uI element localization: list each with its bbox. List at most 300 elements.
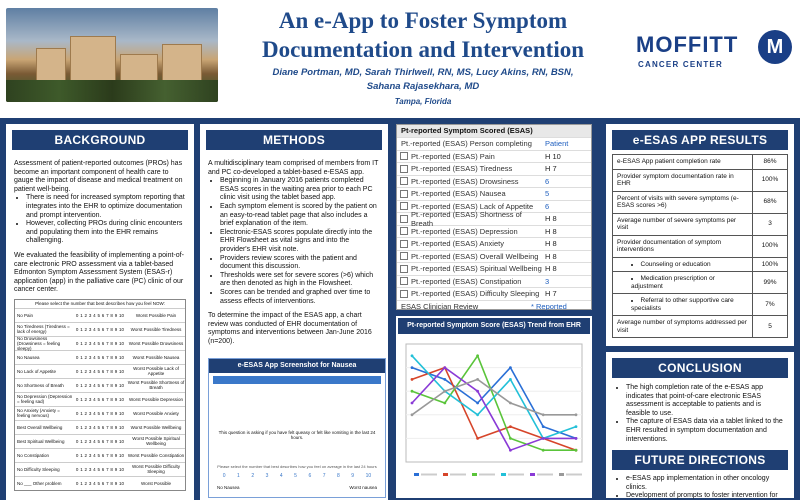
app-scale-button[interactable]: 7 xyxy=(322,473,326,479)
form-row-right: Worst Possible Depression xyxy=(129,396,183,402)
esas-row xyxy=(397,187,591,200)
scale-number: 9 xyxy=(114,480,118,486)
app-scale xyxy=(217,473,377,479)
scale-number: 8 xyxy=(110,466,113,472)
legend-label xyxy=(479,474,495,476)
app-screenshot xyxy=(208,358,386,498)
data-point xyxy=(411,366,414,369)
scale-number: 6 xyxy=(101,368,105,374)
scale-number: 10 xyxy=(119,424,125,430)
data-point xyxy=(411,390,414,393)
data-point xyxy=(542,413,545,416)
trend-chart-svg xyxy=(396,336,588,492)
form-row-left: No Nausea xyxy=(17,354,40,360)
scale-number: 0 xyxy=(75,312,79,318)
scale-number: 5 xyxy=(97,424,100,430)
scale-number: 2 xyxy=(84,480,88,486)
scale-number: 0 xyxy=(75,438,79,444)
data-point xyxy=(509,425,512,428)
scale-number: 0 xyxy=(75,354,79,360)
background-section xyxy=(6,124,194,500)
scale-number: 3 xyxy=(88,424,92,430)
scale-number: 5 xyxy=(97,396,100,402)
form-row xyxy=(15,420,185,434)
scale-number: 3 xyxy=(88,452,92,458)
scale-number: 8 xyxy=(110,480,113,486)
scale-number: 3 xyxy=(88,354,92,360)
scale-number: 2 xyxy=(84,382,88,388)
legend-swatch xyxy=(443,473,448,476)
row-checkbox[interactable] xyxy=(400,240,408,248)
background-para2: We evaluated the feasibility of implementing a point-of-care electronic PRO assessment via a tablet-based Edmonton Symptom Assessment System (ESAS-r) application (app) in the palliative care (PC) clinic of our cancer center. xyxy=(14,251,184,294)
scale-number: 7 xyxy=(106,326,109,332)
scale-number: 2 xyxy=(84,410,88,416)
form-row-right: Worst Possible Difficulty Sleeping xyxy=(131,464,181,475)
scale-number: 7 xyxy=(106,466,109,472)
bullet-item: • There is need for increased symptom reporting that integrates into the EHR to optimize documentation and prompt intervention. xyxy=(26,194,186,220)
form-row-right: Worst Possible xyxy=(141,480,171,486)
bullet-item: • Electronic-ESAS scores populate directly into the EHR Flowsheet as vital signs and into the provider's EHR visit note. xyxy=(220,229,380,255)
scale-number: 3 xyxy=(88,326,92,332)
scale-number: 0 xyxy=(75,424,79,430)
plot-area xyxy=(406,344,582,462)
scale-number: 3 xyxy=(88,438,92,444)
form-row-left: No Tiredness (Tiredness = lack of energy) xyxy=(17,324,70,335)
scale-number: 1 xyxy=(80,368,83,374)
esas-row-value: H 8 xyxy=(545,226,557,236)
scale-number: 2 xyxy=(84,354,88,360)
background-bullets xyxy=(6,194,194,246)
bullet-item: • Each symptom element is scored by the patient on an easy-to-read tablet page that also includes a brief explanation of the item. xyxy=(220,203,380,229)
scale-number: 8 xyxy=(110,354,113,360)
form-row-scale xyxy=(73,453,127,458)
results-value: 86% xyxy=(763,158,777,165)
app-prompt: Please select the number that best describes how you feel on average in the last 24 hours xyxy=(217,464,377,469)
scale-number: 9 xyxy=(114,382,118,388)
row-checkbox[interactable] xyxy=(400,265,408,273)
conclusion-heading: CONCLUSION xyxy=(612,358,788,378)
app-scale-button[interactable]: 6 xyxy=(308,473,312,479)
esas-row-label: Pt.-reported (ESAS) Lack of Appetite xyxy=(411,201,534,211)
methods-heading: METHODS xyxy=(206,130,382,150)
form-row-scale xyxy=(73,341,127,346)
legend-swatch xyxy=(559,473,564,476)
moffitt-logo: MOFFITT CANCER CENTER M xyxy=(636,30,786,80)
row-checkbox[interactable] xyxy=(400,215,408,223)
scale-number: 3 xyxy=(88,480,92,486)
scale-number: 5 xyxy=(97,368,100,374)
row-checkbox[interactable] xyxy=(400,227,408,235)
row-checkbox[interactable] xyxy=(400,177,408,185)
scale-number: 5 xyxy=(97,312,100,318)
legend-swatch xyxy=(414,473,419,476)
scale-number: 5 xyxy=(97,382,100,388)
data-point xyxy=(509,437,512,440)
scale-number: 0 xyxy=(75,410,79,416)
form-row-scale xyxy=(73,313,127,318)
scale-number: 10 xyxy=(119,326,125,332)
legend-swatch xyxy=(472,473,477,476)
scale-number: 6 xyxy=(101,452,105,458)
app-scale-button[interactable]: 10 xyxy=(365,473,372,479)
app-scale-button[interactable]: 3 xyxy=(265,473,269,479)
scale-number: 10 xyxy=(119,340,125,346)
form-row-left: No Shortness of Breath xyxy=(17,382,64,388)
results-row xyxy=(612,258,788,273)
conclusion-section xyxy=(606,352,794,498)
esas-row-label: Pt.-reported (ESAS) Overall Wellbeing xyxy=(411,251,539,261)
results-value: 3 xyxy=(768,220,772,228)
bullet-item: • However, collecting PROs during clinic encounters and populating them into the EHR remains challenging. xyxy=(26,220,186,246)
scale-number: 7 xyxy=(106,410,109,416)
scale-number: 0 xyxy=(75,452,79,458)
results-row xyxy=(612,170,788,192)
form-row-scale xyxy=(73,369,127,374)
esas-row-label: Pt.-reported (ESAS) Difficulty Sleeping xyxy=(411,289,540,299)
esas-footer-row: ESAS Clinician Review * Reported xyxy=(397,300,591,313)
authors: Diane Portman, MD, Sarah Thirlwell, RN, MS, Lucy Akins, RN, BSN, Sahana Rajasekhara, MD xyxy=(272,67,574,92)
results-value: 100% xyxy=(761,260,779,268)
scale-number: 2 xyxy=(84,396,88,402)
poster-header xyxy=(0,0,800,118)
row-checkbox[interactable] xyxy=(400,190,408,198)
app-question: This question is asking if you have felt queasy or felt like vomiting in the last 24 hours. xyxy=(218,430,376,440)
data-point xyxy=(509,402,512,405)
scale-number: 7 xyxy=(106,312,109,318)
scale-number: 1 xyxy=(80,480,83,486)
form-row-left: No Pain xyxy=(17,312,34,318)
scale-number: 2 xyxy=(84,340,88,346)
form-row-scale xyxy=(73,481,127,486)
scale-number: 1 xyxy=(80,354,83,360)
scale-number: 10 xyxy=(119,480,125,486)
results-label: Average number of symptoms addressed per visit xyxy=(613,316,753,337)
data-point xyxy=(509,378,512,381)
scale-number: 3 xyxy=(88,382,92,388)
data-point xyxy=(476,378,479,381)
scale-number: 4 xyxy=(93,368,96,374)
results-label: Provider documentation of symptom interventions xyxy=(613,236,753,257)
data-point xyxy=(575,413,578,416)
row-checkbox[interactable] xyxy=(400,290,408,298)
form-row xyxy=(15,308,185,322)
data-point xyxy=(476,354,479,357)
scale-number: 6 xyxy=(101,480,105,486)
results-label: Provider symptom documentation rate in EHR xyxy=(613,170,753,191)
form-row-scale xyxy=(73,355,127,360)
form-row xyxy=(15,392,185,406)
app-scale-button[interactable]: 1 xyxy=(237,473,240,479)
esas-row xyxy=(397,262,591,275)
scale-number: 3 xyxy=(88,396,92,402)
scale-number: 8 xyxy=(110,438,113,444)
scale-number: 2 xyxy=(84,424,88,430)
background-intro: Assessment of patient-reported outcomes (PROs) has become an important component of health care to gauge the impact of disease and medical treatment on patient well-being. xyxy=(14,160,183,193)
scale-number: 0 xyxy=(75,382,79,388)
scale-number: 4 xyxy=(93,340,96,346)
scale-number: 2 xyxy=(84,368,88,374)
scale-number: 7 xyxy=(106,424,109,430)
scale-number: 8 xyxy=(110,452,113,458)
form-row xyxy=(15,336,185,350)
scale-number: 10 xyxy=(119,368,125,374)
scale-number: 0 xyxy=(75,368,79,374)
scale-number: 7 xyxy=(106,480,109,486)
form-row xyxy=(15,448,185,462)
moffitt-m-icon: M xyxy=(758,30,792,64)
form-row-right: Worst Possible Drowsiness xyxy=(128,340,184,346)
row-checkbox[interactable] xyxy=(400,165,408,173)
scale-number: 7 xyxy=(106,396,109,402)
scale-number: 4 xyxy=(93,480,96,486)
esas-row-value: 6 xyxy=(545,201,550,211)
scale-number: 9 xyxy=(114,410,118,416)
poster-title: An e-App to Foster Symptom Documentation and Intervention xyxy=(261,8,584,62)
scale-number: 7 xyxy=(106,438,109,444)
scale-number: 7 xyxy=(106,368,109,374)
results-value: 5 xyxy=(768,322,772,330)
bullet-item: • The high completion rate of the e-ESAS app indicates that point-of-care electronic ESAS assessment is acceptable to patients and is feasible to use. xyxy=(626,384,786,418)
data-point xyxy=(476,402,479,405)
scale-number: 9 xyxy=(114,326,118,332)
app-toolbar xyxy=(213,376,381,384)
scale-number: 3 xyxy=(88,340,92,346)
bullet-item: • The capture of ESAS data via a tablet linked to the EHR resulted in symptom documentation and interventions. xyxy=(626,418,786,444)
scale-number: 6 xyxy=(101,410,105,416)
app-scale-button[interactable]: 2 xyxy=(251,473,255,479)
scale-number: 3 xyxy=(88,410,92,416)
form-row-right: Worst Possible Shortness of Breath xyxy=(127,380,185,391)
esas-row-label: Pt.-reported (ESAS) Shortness of Breath xyxy=(411,209,522,228)
esas-row-label: Pt.-reported (ESAS) Spiritual Wellbeing xyxy=(411,264,542,274)
scale-number: 7 xyxy=(106,340,109,346)
future-heading: FUTURE DIRECTIONS xyxy=(612,450,788,470)
methods-intro: A multidisciplinary team comprised of members from IT and PC co-developed a tablet-based e-ESAS app. xyxy=(208,160,379,176)
data-point xyxy=(476,437,479,440)
methods-bullets xyxy=(200,177,388,306)
scale-number: 2 xyxy=(84,466,88,472)
form-row xyxy=(15,434,185,448)
form-row-scale xyxy=(73,327,127,332)
scale-number: 6 xyxy=(101,326,105,332)
esas-row xyxy=(397,175,591,188)
app-scale-button[interactable]: 8 xyxy=(337,473,340,479)
form-row xyxy=(15,364,185,378)
esas-row-label: Pt.-reported (ESAS) Nausea xyxy=(411,189,506,199)
form-row-right: Worst Possible Lack of Appetite xyxy=(133,366,179,377)
results-row xyxy=(612,236,788,258)
legend-label xyxy=(450,474,466,476)
scale-number: 6 xyxy=(101,424,105,430)
data-point xyxy=(411,378,414,381)
scale-number: 1 xyxy=(80,424,83,430)
form-row-right: Worst Possible Nausea xyxy=(132,354,180,360)
app-scale-button[interactable]: 5 xyxy=(294,473,297,479)
data-point xyxy=(542,449,545,452)
scale-number: 6 xyxy=(101,396,105,402)
scale-number: 5 xyxy=(97,354,100,360)
form-row-left: No Anxiety (Anxiety = feeling nervous) xyxy=(17,408,60,419)
scale-number: 8 xyxy=(110,326,113,332)
scale-number: 10 xyxy=(119,438,125,444)
app-left-label: No Nausea xyxy=(217,485,240,490)
scale-number: 10 xyxy=(119,466,125,472)
scale-number: 4 xyxy=(93,466,96,472)
results-row xyxy=(612,154,788,170)
app-right-label: Worst nausea xyxy=(349,485,377,490)
form-row-left: No Depression (Depression = feeling sad) xyxy=(17,394,73,405)
esas-row xyxy=(397,162,591,175)
results-label: e-ESAS App patient completion rate xyxy=(613,155,753,169)
form-row-left: Best Spiritual Wellbeing xyxy=(17,438,65,444)
scale-number: 4 xyxy=(93,410,96,416)
scale-number: 3 xyxy=(88,368,92,374)
data-point xyxy=(411,402,414,405)
bullet-item: • Providers review scores with the patient and document this discussion. xyxy=(220,255,380,272)
esas-row-value: H 8 xyxy=(545,264,557,274)
esas-row xyxy=(397,225,591,238)
row-checkbox[interactable] xyxy=(400,252,408,260)
scale-number: 9 xyxy=(114,312,118,318)
scale-number: 7 xyxy=(106,354,109,360)
scale-number: 5 xyxy=(97,452,100,458)
esas-row-label: Pt.-reported (ESAS) Pain xyxy=(411,151,495,161)
results-value: 100% xyxy=(761,242,779,250)
scale-number: 2 xyxy=(84,326,88,332)
app-scale-button[interactable]: 4 xyxy=(279,473,283,479)
scale-number: 10 xyxy=(119,354,125,360)
scale-number: 5 xyxy=(97,466,100,472)
scale-number: 4 xyxy=(93,424,96,430)
scale-number: 9 xyxy=(114,452,118,458)
results-row xyxy=(612,214,788,236)
scale-number: 8 xyxy=(110,368,113,374)
form-row xyxy=(15,406,185,420)
app-scale-button[interactable]: 9 xyxy=(351,473,355,479)
scale-number: 6 xyxy=(101,312,105,318)
scale-number: 5 xyxy=(97,340,100,346)
form-row-left: No Lack of Appetite xyxy=(17,368,57,374)
results-value: 99% xyxy=(763,278,777,286)
esas-row-value: H 10 xyxy=(545,151,561,161)
row-checkbox[interactable] xyxy=(400,277,408,285)
data-point xyxy=(509,366,512,369)
scale-number: 1 xyxy=(80,438,83,444)
scale-number: 0 xyxy=(75,466,79,472)
future-bullets xyxy=(606,475,794,500)
scale-number: 9 xyxy=(114,354,118,360)
data-point xyxy=(411,354,414,357)
legend-swatch xyxy=(530,473,535,476)
scale-number: 1 xyxy=(80,452,83,458)
data-point xyxy=(575,437,578,440)
esas-row xyxy=(397,209,591,228)
esas-flowsheet xyxy=(396,124,592,310)
esas-row-value: H 7 xyxy=(545,289,557,299)
results-value: 68% xyxy=(763,198,777,206)
form-row xyxy=(15,322,185,336)
legend-swatch xyxy=(501,473,506,476)
scale-number: 1 xyxy=(80,340,83,346)
scale-number: 6 xyxy=(101,382,105,388)
results-label: Average number of severe symptoms per visit xyxy=(613,214,753,235)
scale-number: 5 xyxy=(97,410,100,416)
data-point xyxy=(575,449,578,452)
results-label: • Medication prescription or adjustment xyxy=(613,272,753,293)
legend-label xyxy=(566,474,582,476)
campus-photo xyxy=(6,8,218,102)
esas-row xyxy=(397,150,591,163)
scale-number: 3 xyxy=(88,466,92,472)
esas-row-label: Pt.-reported (ESAS) Tiredness xyxy=(411,164,513,174)
scale-number: 10 xyxy=(119,396,125,402)
legend-label xyxy=(508,474,524,476)
scale-number: 6 xyxy=(101,438,105,444)
scale-number: 1 xyxy=(80,326,83,332)
bullet-item: • Beginning in January 2016 patients completed ESAS scores in the waiting area prior to each PC clinic visit using the tablet based app. xyxy=(220,177,380,203)
data-point xyxy=(542,425,545,428)
data-point xyxy=(411,413,414,416)
results-label: • Referral to other supportive care specialists xyxy=(613,294,753,315)
results-heading: e-ESAS APP RESULTS xyxy=(612,130,788,150)
form-row-right: Worst Possible Wellbeing xyxy=(130,424,182,430)
background-heading: BACKGROUND xyxy=(12,130,188,150)
form-row-left: Best Overall Wellbeing xyxy=(17,424,63,430)
app-scale-button[interactable]: 0 xyxy=(222,473,226,479)
form-row-right: Worst Possible Anxiety xyxy=(133,410,179,416)
esas-row-label: Pt.-reported (ESAS) Drowsiness xyxy=(411,176,519,186)
scale-number: 7 xyxy=(106,452,109,458)
scale-number: 8 xyxy=(110,312,113,318)
form-row-left: No ___ Other problem xyxy=(17,480,62,486)
trend-chart xyxy=(396,316,592,498)
scale-number: 4 xyxy=(93,382,96,388)
scale-number: 8 xyxy=(110,382,113,388)
data-point xyxy=(443,378,446,381)
results-label: • Counseling or education xyxy=(613,258,753,272)
scale-number: 4 xyxy=(93,396,96,402)
scale-number: 9 xyxy=(114,340,118,346)
esas-row-label: Pt.-reported (ESAS) Constipation xyxy=(411,276,522,286)
scale-number: 8 xyxy=(110,340,113,346)
scale-number: 6 xyxy=(101,340,105,346)
scale-number: 2 xyxy=(84,452,88,458)
row-checkbox[interactable] xyxy=(400,152,408,160)
location: Tampa, Florida xyxy=(394,97,452,106)
row-checkbox[interactable] xyxy=(400,202,408,210)
results-row xyxy=(612,294,788,316)
conclusion-bullets xyxy=(606,384,794,444)
results-value: 100% xyxy=(761,176,779,184)
form-row-scale xyxy=(73,425,127,430)
scale-number: 0 xyxy=(75,396,79,402)
form-row-right: Worst Possible Tiredness xyxy=(130,326,182,332)
scale-number: 10 xyxy=(119,382,125,388)
form-row xyxy=(15,350,185,364)
esas-row xyxy=(397,250,591,263)
results-label: Percent of visits with severe symptoms (e-ESAS scores >6) xyxy=(613,192,753,213)
scale-number: 2 xyxy=(84,438,88,444)
scale-number: 9 xyxy=(114,368,118,374)
results-section xyxy=(606,124,794,346)
scale-number: 3 xyxy=(88,312,92,318)
data-point xyxy=(476,413,479,416)
results-row xyxy=(612,272,788,294)
scale-number: 9 xyxy=(114,438,118,444)
scale-number: 2 xyxy=(84,312,88,318)
esas-flowsheet-title: Pt-reported Symptom Scored (ESAS) xyxy=(397,125,591,137)
scale-number: 10 xyxy=(119,452,125,458)
